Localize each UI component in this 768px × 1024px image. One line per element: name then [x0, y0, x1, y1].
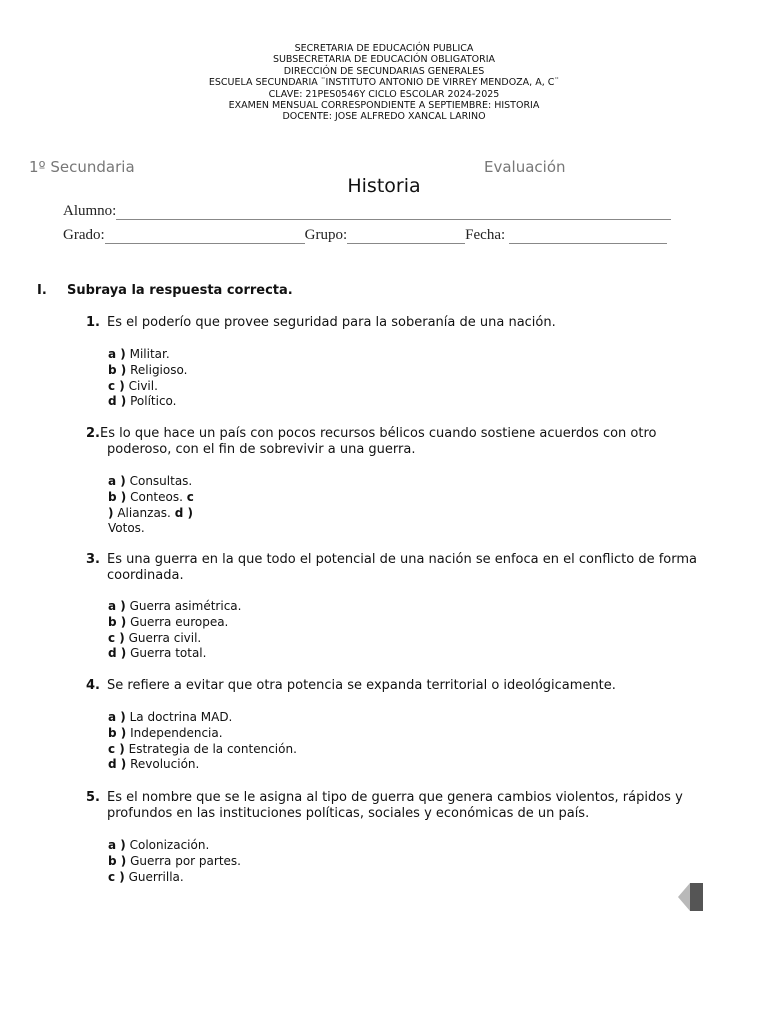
question-4-options: [108, 710, 297, 773]
header-line: EXAMEN MENSUAL CORRESPONDIENTE A SEPTIEMBRE: HISTORIA: [228, 100, 540, 112]
option[interactable]: a ) Guerra asimétrica.: [108, 599, 242, 613]
question-1-options: [108, 347, 187, 410]
question-text: Se refiere a evitar que otra potencia se expanda territorial o ideológicamente.: [107, 678, 616, 693]
question-3: [86, 552, 697, 584]
question-number: 2.: [86, 426, 100, 441]
grade-field-line[interactable]: [105, 229, 305, 244]
option[interactable]: b ) Independencia.: [108, 725, 223, 740]
question-4: [86, 678, 616, 694]
option[interactable]: b ) Religioso.: [108, 362, 188, 377]
question-number: 3.: [86, 552, 100, 567]
section-heading: [37, 283, 293, 298]
question-3-options: [108, 599, 241, 662]
grade-label: 1º Secundaria: [29, 158, 135, 176]
option[interactable]: Votos.: [108, 521, 145, 536]
option[interactable]: a ) Consultas.: [108, 474, 193, 488]
question-text-line: profundos en las instituciones políticas, sociales y económicas de un país.: [107, 806, 590, 821]
option[interactable]: c ) Civil.: [108, 378, 158, 393]
question-text-line: Es lo que hace un país con pocos recursos bélicos cuando sostiene acuerdos con otro: [100, 426, 657, 441]
option[interactable]: a ) La doctrina MAD.: [108, 710, 233, 724]
section-title: Subraya la respuesta correcta.: [67, 283, 293, 298]
header-line: ESCUELA SECUNDARIA ¨INSTITUTO ANTONIO DE VIRREY MENDOZA, A, C¨: [208, 77, 560, 89]
option[interactable]: c ) Estrategia de la contención.: [108, 741, 297, 756]
question-text-line: Es una guerra en la que todo el potencial de una nación se enfoca en el conflicto de forma: [107, 552, 697, 567]
grade-group-date-row: [63, 227, 667, 244]
question-5: [86, 790, 683, 822]
option[interactable]: a ) Colonización.: [108, 838, 210, 852]
option[interactable]: d ) Político.: [108, 394, 177, 409]
subject-title: Historia: [347, 175, 421, 197]
question-number: 1.: [86, 315, 100, 330]
header-line: CLAVE: 21PES0546Y CICLO ESCOLAR 2024-2025: [268, 88, 500, 100]
student-line: [116, 205, 671, 220]
question-number: 4.: [86, 678, 100, 693]
option[interactable]: b ) Conteos. c: [108, 489, 194, 504]
header-line: DOCENTE: JOSE ALFREDO XANCAL LARINO: [282, 111, 486, 123]
option[interactable]: b ) Guerra por partes.: [108, 853, 241, 868]
header-line: SECRETARIA DE EDUCACIÓN PUBLICA: [294, 43, 474, 54]
option[interactable]: ) Alianzas. d ): [108, 505, 193, 520]
option[interactable]: b ) Guerra europea.: [108, 614, 229, 629]
date-field-label: Fecha:: [465, 227, 506, 243]
question-2-options: [108, 474, 194, 537]
option[interactable]: c ) Guerra civil.: [108, 630, 202, 645]
header-line: SUBSECRETARIA DE EDUCACIÓN OBLIGATORIA: [272, 54, 496, 66]
question-2: [86, 426, 656, 458]
chevron-left-icon[interactable]: [678, 882, 704, 912]
option[interactable]: a ) Militar.: [108, 347, 170, 361]
student-label: Alumno:: [63, 203, 117, 219]
group-field-line[interactable]: [347, 229, 465, 244]
question-text-line: poderoso, con el fin de sobrevivir a una guerra.: [107, 442, 416, 457]
question-5-options: [108, 838, 241, 885]
option[interactable]: d ) Revolución.: [108, 757, 200, 772]
group-field-label: Grupo:: [304, 227, 348, 243]
date-field-line[interactable]: [509, 229, 667, 244]
evaluation-label: Evaluación: [484, 158, 566, 176]
grade-field-label: Grado:: [63, 227, 105, 243]
question-number: 5.: [86, 790, 100, 805]
option[interactable]: c ) Guerrilla.: [108, 869, 184, 884]
question-text-line: Es el nombre que se le asigna al tipo de guerra que genera cambios violentos, rápidos y: [107, 790, 683, 805]
section-roman: I.: [37, 283, 47, 298]
document-header: [0, 43, 768, 123]
header-line: DIRECCIÓN DE SECUNDARIAS GENERALES: [283, 65, 485, 77]
question-text: Es el poderío que provee seguridad para la soberanía de una nación.: [107, 315, 556, 330]
option[interactable]: d ) Guerra total.: [108, 646, 207, 661]
question-1: [86, 315, 556, 331]
question-text-line: coordinada.: [107, 568, 184, 583]
student-field[interactable]: [63, 203, 671, 220]
